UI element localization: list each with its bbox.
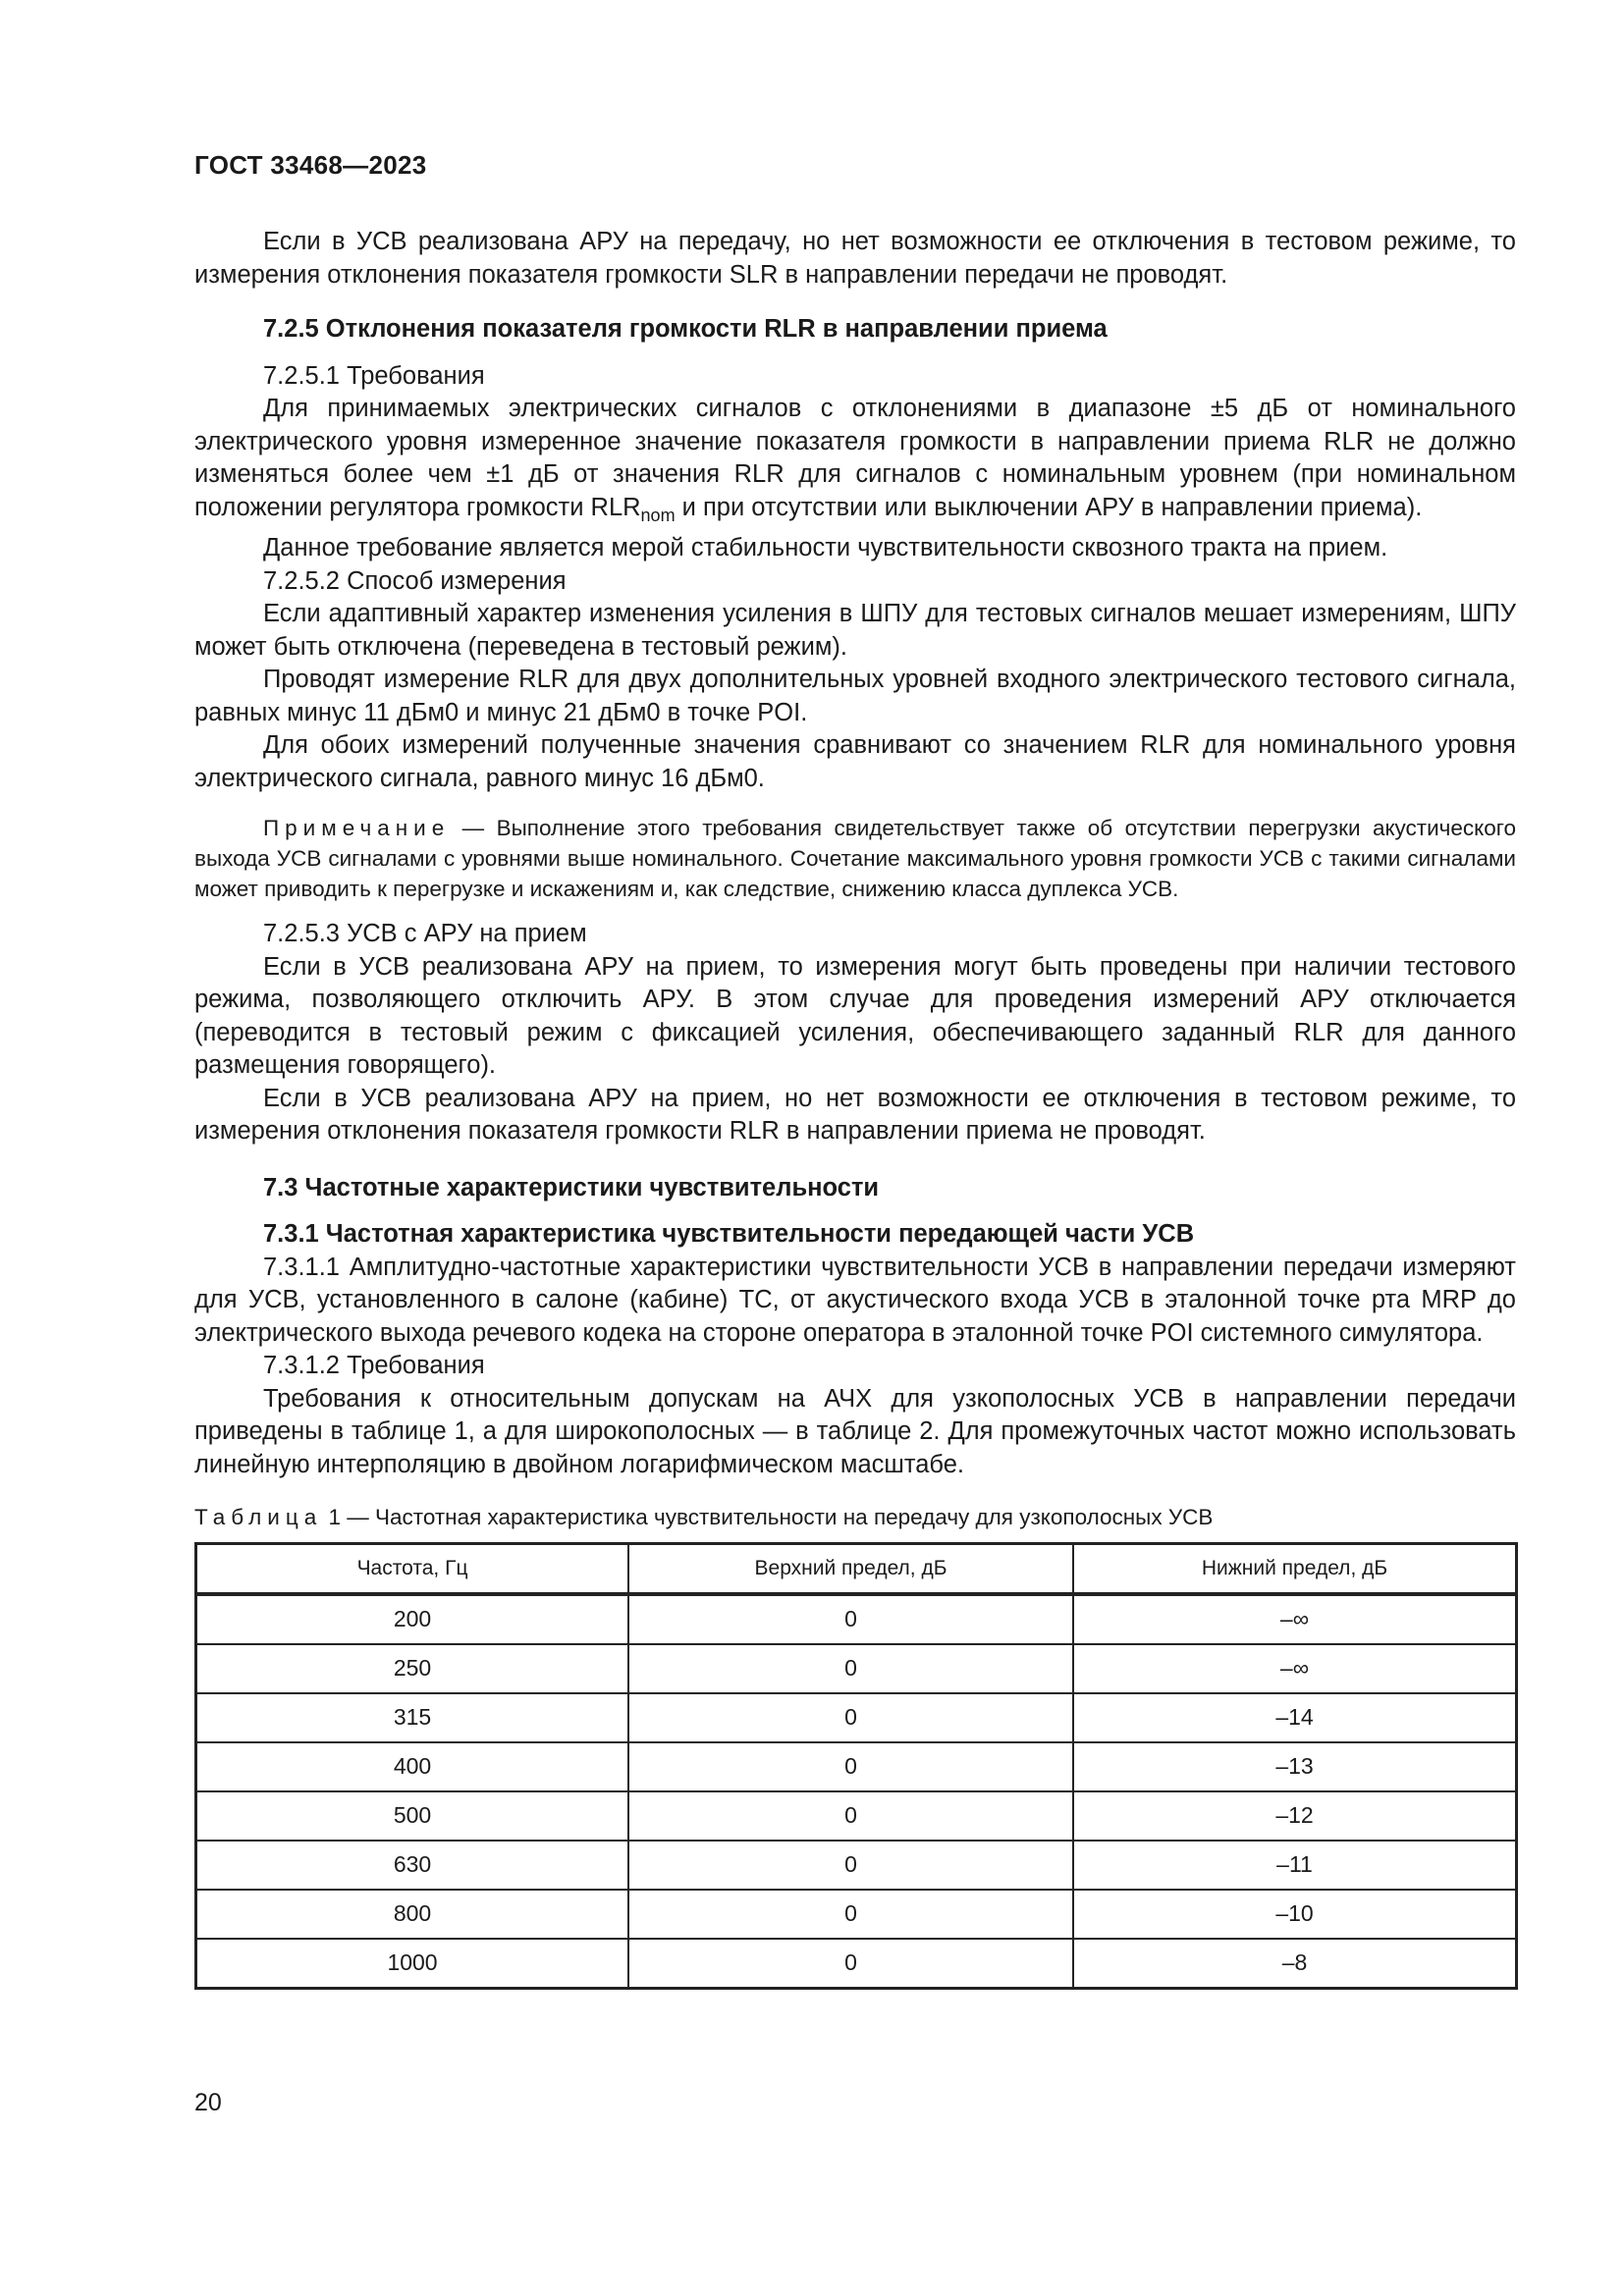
paragraph: Для обоих измерений полученные значения сравнивают со значением RLR для номинального уровня электрического сигнала, равного минус 16 дБм0. — [194, 731, 1516, 792]
paragraph: Если в УСВ реализована АРУ на прием, но нет возможности ее отключения в тестовом режиме, то измерения отклонения показателя громкости RLR в направлении приема не проводят. — [194, 1084, 1516, 1145]
cell-lower-limit: –10 — [1073, 1890, 1516, 1939]
cell-frequency: 315 — [196, 1693, 629, 1742]
table-row — [196, 1594, 1517, 1644]
column-header-lower-limit: Нижний предел, дБ — [1073, 1544, 1516, 1595]
paragraph: Если в УСВ реализована АРУ на передачу, но нет возможности ее отключения в тестовом режиме, то измерения отклонения показателя громкости SLR в направлении передачи не проводят. — [194, 228, 1516, 289]
cell-upper-limit: 0 — [628, 1693, 1073, 1742]
paragraph: Если адаптивный характер изменения усиления в ШПУ для тестовых сигналов мешает измерениям, ШПУ может быть отключена (переведена в тестовый режим). — [194, 600, 1516, 661]
cell-upper-limit: 0 — [628, 1890, 1073, 1939]
table-row — [196, 1890, 1517, 1939]
cell-lower-limit: –8 — [1073, 1939, 1516, 1989]
subsection-heading-7-2-5-2: 7.2.5.2 Способ измерения — [263, 566, 567, 595]
cell-upper-limit: 0 — [628, 1644, 1073, 1693]
paragraph — [194, 393, 1516, 532]
column-header-upper-limit: Верхний предел, дБ — [628, 1544, 1073, 1595]
paragraph: 7.3.1.1 Амплитудно-частотные характеристики чувствительности УСВ в направлении передачи измеряют для УСВ, установленного в салоне (кабине) ТС, от акустического входа УСВ в эталонной точке рта MRP до электрического выхода речевого кодека на стороне оператора в эталонной точке POI системного симулятора. — [194, 1253, 1516, 1347]
table-row — [196, 1693, 1517, 1742]
cell-lower-limit: –∞ — [1073, 1594, 1516, 1644]
cell-upper-limit: 0 — [628, 1742, 1073, 1791]
table-caption — [194, 1503, 1516, 1532]
cell-upper-limit: 0 — [628, 1594, 1073, 1644]
document-code: ГОСТ 33468—2023 — [194, 150, 427, 180]
cell-frequency: 250 — [196, 1644, 629, 1693]
cell-frequency: 500 — [196, 1791, 629, 1841]
cell-upper-limit: 0 — [628, 1939, 1073, 1989]
table-row — [196, 1791, 1517, 1841]
page-number: 20 — [194, 2089, 222, 2116]
table-header-row — [196, 1544, 1517, 1595]
section-heading-7-2-5: 7.2.5 Отклонения показателя громкости RLR в направлении приема — [263, 315, 1108, 343]
paragraph: Проводят измерение RLR для двух дополнительных уровней входного электрического тестового сигнала, равных минус 11 дБм0 и минус 21 дБм0 в точке POI. — [194, 666, 1516, 726]
cell-frequency: 400 — [196, 1742, 629, 1791]
cell-upper-limit: 0 — [628, 1841, 1073, 1890]
paragraph: Требования к относительным допускам на АЧХ для узкополосных УСВ в направлении передачи приведены в таблице 1, а для широкополосных — в таблице 2. Для промежуточных частот можно использовать линейную интерполяцию в двойном логарифмическом масштабе. — [194, 1384, 1516, 1478]
cell-frequency: 200 — [196, 1594, 629, 1644]
column-header-frequency: Частота, Гц — [196, 1544, 629, 1595]
subsection-heading-7-2-5-3: 7.2.5.3 УСВ с АРУ на прием — [263, 920, 587, 947]
frequency-response-table — [194, 1542, 1518, 1990]
table-row — [196, 1644, 1517, 1693]
cell-lower-limit: –14 — [1073, 1693, 1516, 1742]
cell-frequency: 1000 — [196, 1939, 629, 1989]
subsection-heading-7-2-5-1: 7.2.5.1 Требования — [263, 361, 485, 390]
paragraph-text: Для принимаемых электрических сигналов с отклонениями в диапазоне ±5 дБ от номинального электрического уровня измеренное значение показателя громкости в направлении приема RLR не должно изменяться более чем ±1 дБ от значения RLR для сигналов с номинальным уровнем (при номинальном положении регулятора громкости RLR — [194, 395, 1516, 521]
subsection-heading-7-3-1-2: 7.3.1.2 Требования — [263, 1352, 485, 1379]
cell-frequency: 630 — [196, 1841, 629, 1890]
table-caption-label: Таблица — [194, 1505, 323, 1529]
cell-lower-limit: –12 — [1073, 1791, 1516, 1841]
section-heading-7-3-1: 7.3.1 Частотная характеристика чувствительности передающей части УСВ — [263, 1220, 1195, 1248]
paragraph: Если в УСВ реализована АРУ на прием, то измерения могут быть проведены при наличии тестового режима, позволяющего отключить АРУ. В этом случае для проведения измерений АРУ отключается (переводится в тестовый режим с фиксацией усиления, обеспечивающего заданный RLR для данного размещения говорящего). — [194, 952, 1516, 1079]
note-text: — Выполнение этого требования свидетельствует также об отсутствии перегрузки акустического выхода УСВ сигналами с уровнями выше номинального. Сочетание максимального уровня громкости УСВ с такими сигналами может приводить к перегрузке и искажениям и, как следствие, снижению класса дуплекса УСВ. — [194, 816, 1516, 901]
subscript: nom — [640, 505, 676, 525]
table-row — [196, 1742, 1517, 1791]
cell-lower-limit: –11 — [1073, 1841, 1516, 1890]
document-body — [194, 226, 1516, 1990]
paragraph: Данное требование является мерой стабильности чувствительности сквозного тракта на прием. — [263, 534, 1388, 561]
section-heading-7-3: 7.3 Частотные характеристики чувствительности — [263, 1173, 880, 1201]
table-row — [196, 1841, 1517, 1890]
cell-frequency: 800 — [196, 1890, 629, 1939]
note-label: Примечание — [263, 816, 451, 840]
table-caption-text: 1 — Частотная характеристика чувствительности на передачу для узкополосных УСВ — [322, 1505, 1214, 1529]
note — [194, 813, 1516, 904]
cell-lower-limit: –13 — [1073, 1742, 1516, 1791]
table-row — [196, 1939, 1517, 1989]
cell-lower-limit: –∞ — [1073, 1644, 1516, 1693]
cell-upper-limit: 0 — [628, 1791, 1073, 1841]
paragraph-text: и при отсутствии или выключении АРУ в направлении приема). — [675, 493, 1423, 521]
